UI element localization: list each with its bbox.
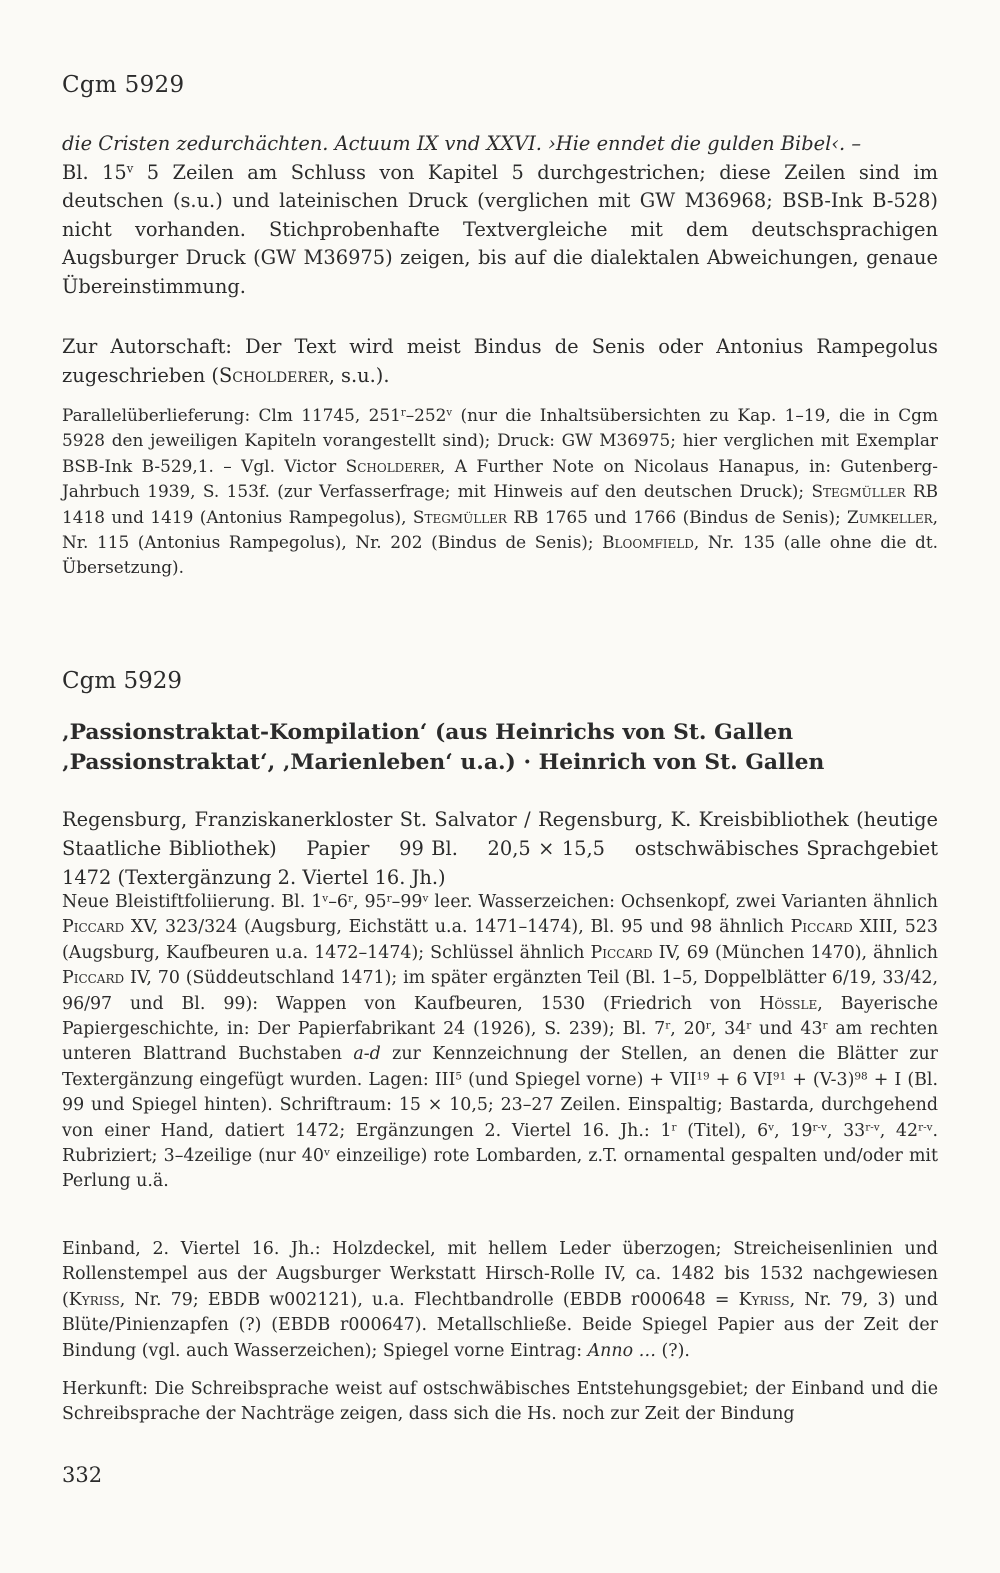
origin-paragraph: Herkunft: Die Schreibsprache weist auf ostschwäbisches Entstehungsgebiet; der Einband und die Schreibsprache der Nachträge zeigen, dass sich die Hs. noch zur Zeit der Bindung <box>62 1379 938 1425</box>
running-head: Cgm 5929 <box>62 72 185 98</box>
continued-paragraph: die Cristen zedurchächten. Actuum IX vnd XXVI. ›Hie enndet die gulden Bibel‹. – Bl. 15$^v$ 5 Zeilen am Schluss von Kapitel 5 durchgestrichen; diese Zeilen sind im deutschen (s.u.) und lateinischen Druck (verglichen mit GW M36968; BSB-Ink B-528) nicht vorhanden. Stichprobenhafte Textvergleiche mit dem deutschsprachigen Augsburger Druck (GW M36975) zeigen, bis auf die dialektalen Abweichungen, genaue Übereinstimmung. <box>62 132 938 298</box>
quoted-text: die Cristen zedurchächten. Actuum IX vnd XXVI. ›Hie enndet die gulden Bibel‹. – <box>62 132 862 155</box>
page-number: 332 <box>62 1463 103 1487</box>
parallel-tradition-paragraph: Parallelüberlieferung: Clm 11745, 251$^r$–252$^v$ (nur die Inhaltsübersichten zu Kap. 1–19, die in Cgm 5928 den jeweiligen Kapiteln vorangestellt sind); Druck: GW M36975; hier verglichen mit Exemplar BSB-Ink B-529,1. – Vgl. Victor Scholderer, A Further Note on Nicolaus Hanapus, in: Gutenberg-Jahrbuch 1939, S. 153f. (zur Verfasserfrage; mit Hinweis auf den deutschen Druck); Stegmüller RB 1418 und 1419 (Antonius Rampegolus), Stegmüller RB 1765 und 1766 (Bindus de Senis); Zumkeller, Nr. 115 (Antonius Rampegolus), Nr. 202 (Bindus de Senis); Bloomfield, Nr. 135 (alle ohne die dt. Übersetzung). <box>62 405 938 578</box>
physical-description: Neue Bleistiftfoliierung. Bl. 1$^v$–6$^r$, 95$^r$–99$^v$ leer. Wasserzeichen: Ochsenkopf, zwei Varianten ähnlich Piccard XV, 323/324 (Augsburg, Eichstätt u.a. 1471–1474), Bl. 95 und 98 ähnlich Piccard XIII, 523 (Augsburg, Kaufbeuren u.a. 1472–1474); Schlüssel ähnlich Piccard IV, 69 (München 1470), ähnlich Piccard IV, 70 (Süddeutschland 1471); im später ergänzten Teil (Bl. 1–5, Doppelblätter 6/19, 33/42, 96/97 und Bl. 99): Wappen von Kaufbeuren, 1530 (Friedrich von Hössle, Bayerische Papiergeschichte, in: Der Papierfabrikant 24 (1926), S. 239); Bl. 7$^r$, 20$^r$, 34$^r$ und 43$^r$ am rechten unteren Blattrand Buchstaben a-d zur Kennzeichnung der Stellen, an denen die Blätter zur Textergänzung eingefügt wurden. Lagen: III$^5$ (und Spiegel vorne) + $VII^{19} + 6$ $VI^{91} + (V-3)^{98} + I$ (Bl. 99 und Spiegel hinten). Schriftraum: 15 × 10,5; 23–27 Zeilen. Einspaltig; Bastarda, durchgehend von einer Hand, datiert 1472; Ergänzungen 2. Viertel 16. Jh.: 1$^r$ (Titel), 6$^v$, 19$^{r-v}$, 33$^{r-v}$, 42$^{r-v}$. Rubriziert; 3–4zeilige (nur 40$^v$ einzeilige) rote Lombarden, z.T. ornamental gespalten und/oder mit Perlung u.ä. <box>62 892 939 1192</box>
entry-title: ‚Passionstraktat-Kompilation‘ (aus Heinrichs von St. Gallen ‚Passionstraktat‘, ‚Marienleben‘ u.a.) · Heinrich von St. Gallen <box>62 720 825 775</box>
provenance-line: Regensburg, Franziskanerkloster St. Salvator / Regensburg, K. Kreisbibliothek (heutige Staatliche Bibliothek) Papier 99 Bl. 20,5 × 15,5 ostschwäbisches Sprachgebiet 1472 (Textergänzung 2. Viertel 16. Jh.) <box>62 808 963 889</box>
shelfmark-heading: Cgm 5929 <box>62 668 182 694</box>
binding-paragraph: Einband, 2. Viertel 16. Jh.: Holzdeckel, mit hellem Leder überzogen; Streicheisenlinien und Rollenstempel aus der Augsburger Werkstatt Hirsch-Rolle IV, ca. 1482 bis 1532 nachgewiesen (Kyriss, Nr. 79; EBDB w002121), u.a. Flechtbandrolle (EBDB r000648 = Kyriss, Nr. 79, 3) und Blüte/Pinienzapfen (?) (EBDB r000647). Metallschließe. Beide Spiegel Papier aus der Zeit der Bindung (vgl. auch Wasserzeichen); Spiegel vorne Eintrag: Anno … (?). <box>62 1239 939 1361</box>
authorship-paragraph: Zur Autorschaft: Der Text wird meist Bindus de Senis oder Antonius Rampegolus zugeschrieben (Scholderer, s.u.). <box>62 335 938 387</box>
